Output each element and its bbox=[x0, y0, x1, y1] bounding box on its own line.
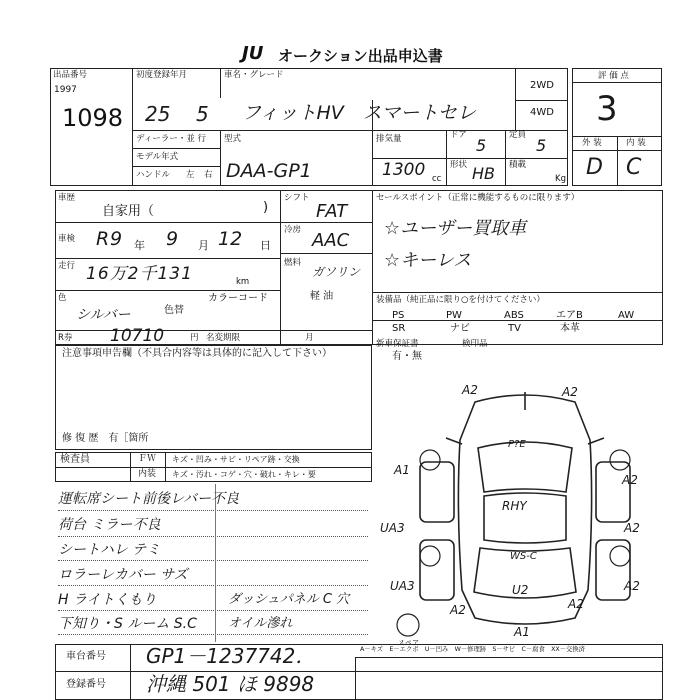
inspection-prefix: R bbox=[96, 228, 110, 250]
diag-mark-a2-tr: A2 bbox=[562, 385, 578, 399]
displacement-label: 排気量 bbox=[376, 134, 402, 144]
km-label: km bbox=[236, 277, 250, 287]
kg-label: Kg bbox=[555, 174, 566, 184]
repair-label: 修 復 歴 有［箇所 bbox=[62, 433, 149, 444]
model-grade: フィットHV スマートセレ bbox=[242, 102, 476, 124]
diag-inner-3: WS-C bbox=[510, 551, 537, 562]
lot-no-small: 1997 bbox=[54, 85, 77, 95]
new-warranty-label: 新車保証書 bbox=[376, 339, 419, 349]
fuel: ガソリン bbox=[312, 265, 361, 279]
diag-mark-a2-tl: A2 bbox=[462, 383, 478, 397]
first-reg-month: 5 bbox=[196, 102, 209, 126]
diag-mark-ua3-l2: UA3 bbox=[390, 579, 415, 593]
warranty-options: 有・無 bbox=[392, 351, 422, 362]
note-2: 荷台 ミラー不良 bbox=[58, 517, 161, 533]
inspection-day-label: 日 bbox=[260, 239, 271, 252]
cc-label: cc bbox=[432, 174, 442, 184]
fw-label: ＦＷ bbox=[138, 454, 157, 464]
notice-label: 注意事項申告欄（不具合内容等は具体的に記入して下さい） bbox=[62, 348, 332, 359]
diag-inner-2: RHY bbox=[502, 499, 527, 513]
history-value: 自家用（ bbox=[102, 204, 155, 219]
interior-label: 内 装 bbox=[626, 138, 646, 148]
recycle-label: R券 bbox=[58, 333, 73, 343]
drive-4wd-label: 4WD bbox=[530, 107, 554, 118]
capacity: 5 bbox=[536, 136, 547, 155]
color-code-label: カラーコード bbox=[208, 293, 268, 304]
color-replace-label: 色替 bbox=[164, 305, 184, 316]
dealer-label: ディーラー・並 行 bbox=[136, 134, 207, 144]
diag-mark-a2-r3: A2 bbox=[624, 579, 640, 593]
reg-no: 沖縄 501 ほ 9898 bbox=[146, 672, 315, 696]
diag-mark-u2: U2 bbox=[512, 583, 529, 597]
equip-navi: ナビ bbox=[450, 323, 470, 334]
interior-grade: C bbox=[626, 155, 642, 180]
door-label: ドア bbox=[450, 130, 467, 140]
sell-point-2: ☆キーレス bbox=[384, 250, 472, 271]
handle-label: ハンドル bbox=[136, 170, 171, 180]
diag-mark-a2-bl: A2 bbox=[450, 603, 466, 617]
inspection-day: 12 bbox=[218, 228, 243, 250]
diag-mark-a1-l: A1 bbox=[394, 463, 410, 477]
equip-pw: PW bbox=[446, 310, 462, 321]
fuel-label: 燃料 bbox=[284, 258, 302, 268]
equip-aw: AW bbox=[618, 310, 635, 321]
diag-mark-a2-r2: A2 bbox=[624, 521, 640, 535]
shift: FAT bbox=[316, 201, 348, 222]
handle-right-label: 右 bbox=[204, 170, 213, 180]
inspector-stamp-label: 検印品 bbox=[462, 339, 488, 349]
inspection-year: 9 bbox=[110, 228, 123, 250]
sell-points-label: セールスポイント（正常に機能するものに限ります） bbox=[376, 193, 580, 203]
inspector-label: 検査員 bbox=[60, 454, 90, 465]
shape: HB bbox=[472, 164, 496, 183]
yen-label: 円 bbox=[190, 333, 199, 343]
displacement: 1300 bbox=[382, 160, 426, 180]
note-right-1: ダッシュパネル C 穴 bbox=[228, 592, 350, 607]
inspection-year-label: 年 bbox=[134, 239, 145, 252]
diag-mark-a2-br: A2 bbox=[568, 597, 584, 611]
inspection-month: 9 bbox=[166, 228, 179, 250]
note-3: シートハレ テミ bbox=[58, 542, 161, 558]
model-year-label: モデル年式 bbox=[136, 152, 179, 162]
equip-ps: PS bbox=[392, 310, 405, 321]
page-title: オークション出品申込書 bbox=[278, 47, 443, 65]
chassis-no-label: 車台番号 bbox=[66, 651, 106, 662]
inspection-label: 車検 bbox=[58, 234, 76, 244]
spare-tire-label: スペア bbox=[398, 639, 419, 647]
note-1: 運転席シート前後レバー不良 bbox=[58, 491, 240, 507]
diag-mark-a2-r: A2 bbox=[622, 473, 638, 487]
cooling: AAC bbox=[312, 230, 350, 251]
inspection-month-label: 月 bbox=[198, 239, 209, 252]
first-reg-year: 25 bbox=[145, 102, 171, 126]
note-5: H ライトくもり bbox=[58, 592, 157, 608]
chassis-no: GP1－1237742． bbox=[146, 644, 316, 668]
shift-label: シフト bbox=[284, 193, 310, 203]
note-6: 下知り・S ルーム S.C bbox=[58, 616, 197, 632]
diesel-label: 軽 油 bbox=[310, 291, 334, 302]
color: シルバー bbox=[76, 307, 131, 323]
first-reg-label: 初度登録年月 bbox=[136, 70, 188, 80]
fw-items: キズ・凹み・サビ・リペア跡・交換 bbox=[172, 455, 300, 464]
cooling-label: 冷房 bbox=[284, 225, 302, 235]
score: 3 bbox=[596, 89, 618, 129]
equip-leather: 本革 bbox=[560, 323, 580, 334]
interior-items: キズ・汚れ・コゲ・穴・破れ・キレ・要 bbox=[172, 470, 316, 479]
equip-airbag: エアB bbox=[556, 310, 583, 321]
damage-legend: A－キズ E－エクボ U－凹み W－修理跡 S－サビ C－腐食 XX－交換済 bbox=[360, 646, 585, 653]
equip-tv: TV bbox=[508, 323, 521, 334]
diag-inner-1: P?E bbox=[508, 439, 526, 450]
diag-mark-ua3-l: UA3 bbox=[380, 521, 405, 535]
equip-sr: SR bbox=[392, 323, 406, 334]
equip-abs: ABS bbox=[504, 310, 524, 321]
note-right-2: オイル滲れ bbox=[228, 616, 293, 631]
shape-label: 形状 bbox=[450, 160, 468, 170]
recycle: 10710 bbox=[110, 326, 165, 346]
history-label: 車歴 bbox=[58, 193, 76, 203]
transfer-month-label: 月 bbox=[305, 333, 314, 343]
lot-no: 1098 bbox=[62, 104, 124, 132]
note-4: ロラーレカバー サズ bbox=[58, 567, 188, 583]
history-close: ) bbox=[263, 200, 269, 215]
capacity-label: 定員 bbox=[509, 130, 527, 140]
score-label: 評 価 点 bbox=[598, 71, 629, 81]
equipment-label: 装備品（純正品に限り○を付けてください） bbox=[376, 295, 545, 305]
transfer-label: 名変期限 bbox=[206, 333, 241, 343]
color-label: 色 bbox=[58, 293, 67, 303]
mileage: 16万2千131 bbox=[86, 264, 193, 284]
interior-box-label: 内装 bbox=[138, 469, 157, 479]
sell-point-1: ☆ユーザー買取車 bbox=[384, 218, 527, 239]
reg-no-label: 登録番号 bbox=[66, 679, 106, 690]
diag-mark-a1-b: A1 bbox=[514, 625, 530, 639]
type-label: 型式 bbox=[224, 134, 242, 144]
mileage-label: 走行 bbox=[58, 261, 76, 271]
lot-no-label: 出品番号 bbox=[53, 70, 88, 80]
model-grade-label: 車名・グレード bbox=[224, 70, 284, 80]
handle-left-label: 左 bbox=[186, 170, 195, 180]
exterior-label: 外 装 bbox=[582, 138, 602, 148]
logo: JU bbox=[242, 43, 264, 64]
load-label: 積載 bbox=[509, 160, 527, 170]
door: 5 bbox=[476, 136, 487, 155]
model-code: DAA-GP1 bbox=[226, 160, 312, 182]
exterior-grade: D bbox=[586, 155, 603, 180]
drive-2wd-label: 2WD bbox=[530, 80, 554, 91]
